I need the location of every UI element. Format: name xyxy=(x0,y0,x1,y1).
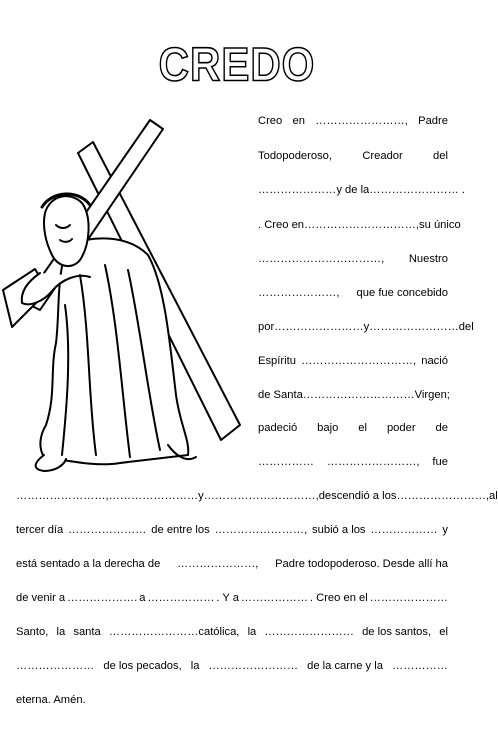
text-segment: ………………… xyxy=(68,524,147,536)
text-segment: Creador xyxy=(362,150,403,162)
page-title: CREDO xyxy=(158,38,316,91)
text-segment: y de la xyxy=(336,184,370,196)
text-segment: tercer día xyxy=(16,524,64,536)
text-segment: está sentado a la derecha de xyxy=(16,558,161,570)
text-line xyxy=(258,286,448,300)
text-line xyxy=(258,421,448,435)
text-segment: de los santos, xyxy=(362,626,432,638)
text-segment: su único xyxy=(419,219,461,231)
text-segment: …………………………, xyxy=(203,490,319,502)
text-line xyxy=(16,659,448,673)
text-segment: Todopoderoso, xyxy=(258,150,333,162)
text-line xyxy=(258,183,465,197)
text-segment: Virgen; xyxy=(414,389,450,401)
text-line xyxy=(258,114,448,128)
text-line xyxy=(16,523,448,537)
text-segment: la xyxy=(247,626,257,638)
text-line xyxy=(258,252,448,266)
text-segment: en xyxy=(292,115,305,127)
text-line xyxy=(16,693,448,707)
text-segment: ………………… xyxy=(16,660,95,672)
robe xyxy=(40,238,188,464)
text-segment: de entre los xyxy=(151,524,210,536)
text-segment: …………………… xyxy=(369,321,459,333)
text-segment: …………………… xyxy=(108,490,199,502)
text-segment: …………………, xyxy=(176,558,259,570)
text-segment: que fue concebido xyxy=(356,287,448,299)
text-segment: …………………, xyxy=(258,287,340,299)
text-line xyxy=(258,320,474,334)
text-segment: ……………………, xyxy=(214,524,308,536)
text-segment: ……………… xyxy=(370,524,438,536)
text-segment: ………………… xyxy=(369,592,448,604)
text-line xyxy=(258,388,448,402)
text-segment: poder xyxy=(386,422,416,434)
text-segment: a xyxy=(139,592,146,604)
text-segment: subió a los xyxy=(312,524,366,536)
text-segment: Nuestro xyxy=(408,253,448,265)
text-segment: bajo xyxy=(317,422,339,434)
text-segment: del xyxy=(458,321,474,333)
text-segment: de venir a xyxy=(16,592,66,604)
text-line xyxy=(258,354,448,368)
text-line xyxy=(16,591,448,605)
text-segment: del xyxy=(433,150,448,162)
text-segment: Padre xyxy=(418,115,448,127)
text-segment: y xyxy=(198,490,204,502)
text-segment: de Santa xyxy=(258,389,303,401)
text-segment: ………………. xyxy=(67,592,138,604)
text-segment: santa xyxy=(73,626,101,638)
text-segment: . Y a xyxy=(216,592,239,604)
text-segment: por xyxy=(258,321,275,333)
text-segment: ……………… xyxy=(147,592,215,604)
text-segment: fue xyxy=(432,456,448,468)
text-segment: …………………… xyxy=(274,321,364,333)
text-segment: ……………………, xyxy=(315,115,408,127)
text-line xyxy=(16,489,498,503)
text-segment: Padre todopoderoso. Desde allí ha xyxy=(275,558,448,570)
text-segment: …………… xyxy=(392,660,448,672)
text-segment: …………………………, xyxy=(304,219,420,231)
text-segment: y xyxy=(363,321,370,333)
text-segment: …………… xyxy=(258,456,314,468)
text-segment: de xyxy=(435,422,448,434)
text-segment: ……………………………, xyxy=(258,253,385,265)
text-segment: …………………… xyxy=(264,626,354,638)
text-segment: ……………… xyxy=(240,592,308,604)
text-segment: al xyxy=(489,490,498,502)
text-segment: padeció xyxy=(258,422,298,434)
head xyxy=(44,196,89,266)
text-segment: …………………… . xyxy=(369,184,465,196)
text-segment: ……………………, xyxy=(396,490,490,502)
text-segment: y xyxy=(442,524,448,536)
text-segment: …………………… xyxy=(208,660,299,672)
text-segment: ……………………, xyxy=(326,456,420,468)
text-segment: . Creo en xyxy=(258,219,305,231)
text-segment: Espíritu xyxy=(258,355,296,367)
text-segment: ……………………, xyxy=(16,490,109,502)
text-line xyxy=(16,625,448,639)
text-segment: . Creo en el xyxy=(309,592,368,604)
text-segment: nació xyxy=(421,355,448,367)
text-segment: la xyxy=(190,660,200,672)
text-line xyxy=(258,455,448,469)
text-segment: ………………………… xyxy=(302,389,415,401)
jesus-carrying-cross-illustration xyxy=(0,95,250,480)
text-line xyxy=(16,557,448,571)
text-segment: la xyxy=(56,626,66,638)
text-segment: eterna. Amén. xyxy=(16,694,86,706)
text-segment: Creo xyxy=(258,115,283,127)
text-segment: el xyxy=(439,626,448,638)
text-line xyxy=(258,218,461,232)
text-line xyxy=(258,149,448,163)
text-segment: Santo, xyxy=(16,626,49,638)
text-segment: descendió a los xyxy=(318,490,397,502)
text-segment: ……………………católica, xyxy=(108,626,240,638)
text-segment: de los pecados, xyxy=(103,660,182,672)
text-segment: de la carne y la xyxy=(307,660,383,672)
text-segment: el xyxy=(358,422,367,434)
text-segment: …………………………, xyxy=(301,355,417,367)
text-segment: ………………… xyxy=(258,184,337,196)
